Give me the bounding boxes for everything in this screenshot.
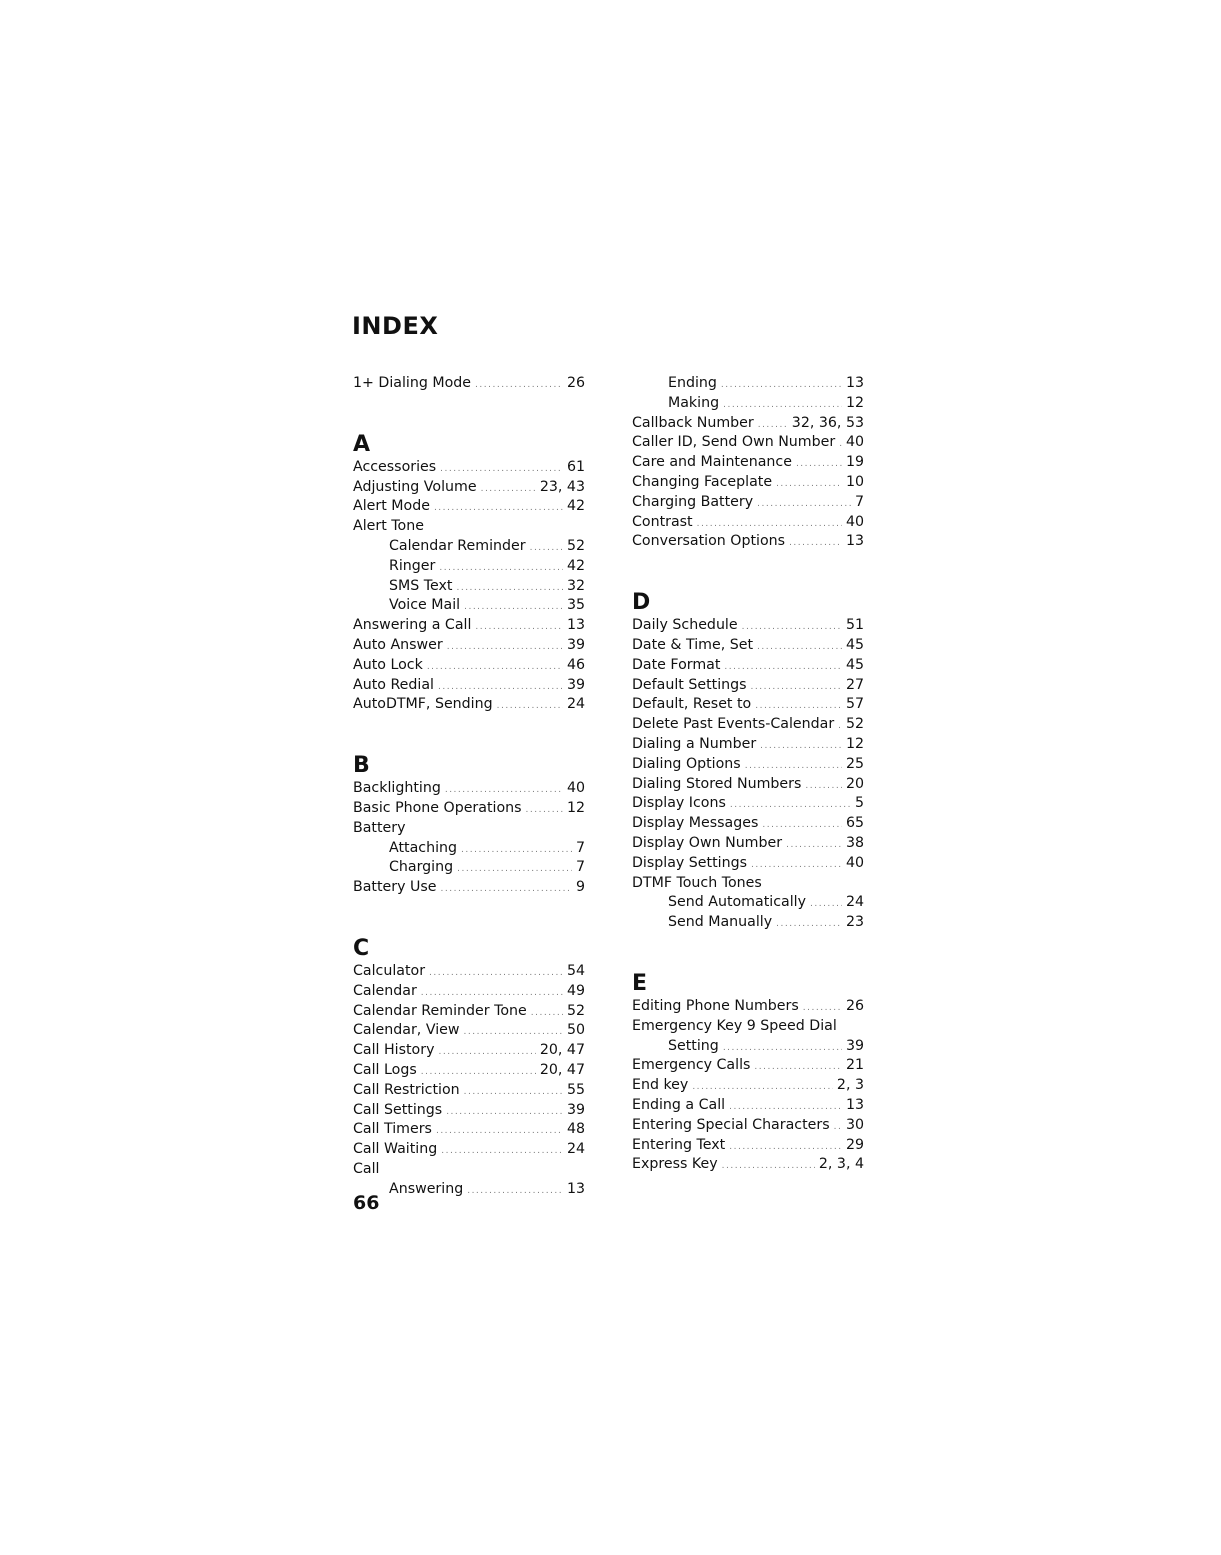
entry-label: Emergency Calls: [632, 1057, 751, 1074]
index-entry: [353, 616, 585, 636]
entry-label: Entering Text: [632, 1136, 726, 1153]
entry-pages: 50: [566, 1022, 585, 1039]
leader-dots: [447, 638, 563, 658]
entry-pages: 30: [845, 1116, 864, 1133]
entry-label: Basic Phone Operations: [353, 799, 522, 816]
entry-label: Charging Battery: [632, 493, 754, 510]
entry-label: Call History: [353, 1042, 435, 1059]
index-entry: [632, 715, 864, 735]
entry-label: Default Settings: [632, 676, 747, 693]
index-entry: [353, 1061, 585, 1081]
entry-pages: 24: [566, 696, 585, 713]
index-entry: [353, 656, 585, 676]
entry-label: Ringer: [389, 557, 436, 574]
section-letter: B: [353, 753, 370, 779]
entry-label: Call Logs: [353, 1061, 417, 1078]
entry-pages: 23: [845, 914, 864, 931]
entry-pages: 25: [845, 755, 864, 772]
index-entry: [353, 1002, 585, 1022]
entry-pages: 39: [845, 1037, 864, 1054]
index-entry: [632, 695, 864, 715]
leader-dots: [497, 697, 563, 717]
entry-pages: 42: [566, 557, 585, 574]
index-entry: [632, 676, 864, 696]
index-entry: [632, 493, 864, 513]
index-column-right: [632, 374, 864, 1175]
entry-pages: 26: [845, 997, 864, 1014]
leader-dots: [441, 1142, 563, 1162]
entry-pages: 24: [845, 894, 864, 911]
entry-pages: 38: [845, 834, 864, 851]
leader-dots: [721, 376, 842, 396]
section-gap: [353, 898, 585, 918]
leader-dots: [439, 559, 563, 579]
index-entry: [632, 453, 864, 473]
entry-label: SMS Text: [389, 577, 453, 594]
entry-label: Alert Mode: [353, 498, 430, 515]
index-entry: [632, 834, 864, 854]
index-entry: [632, 532, 864, 552]
leader-dots: [757, 638, 842, 658]
entry-label: Send Automatically: [668, 894, 806, 911]
entry-label: Setting: [668, 1037, 719, 1054]
leader-dots: [789, 534, 842, 554]
entry-pages: 24: [566, 1141, 585, 1158]
entry-pages: 65: [845, 815, 864, 832]
index-heading: [632, 1017, 864, 1037]
index-entry: [632, 854, 864, 874]
entry-label: Backlighting: [353, 780, 441, 797]
leader-dots: [475, 376, 563, 396]
entry-label: Emergency Key 9 Speed Dial: [632, 1017, 837, 1034]
entry-label: Delete Past Events-Calendar: [632, 716, 835, 733]
entry-pages: 32: [566, 577, 585, 594]
entry-pages: 52: [566, 1002, 585, 1019]
entry-label: Entering Special Characters: [632, 1116, 830, 1133]
entry-pages: 39: [566, 676, 585, 693]
entry-pages: 32, 36, 53: [791, 414, 864, 431]
leader-dots: [786, 836, 842, 856]
entry-pages: 29: [845, 1136, 864, 1153]
leader-dots: [436, 1122, 563, 1142]
index-entry: [353, 1021, 585, 1041]
entry-label: Accessories: [353, 458, 437, 475]
entry-pages: 57: [845, 696, 864, 713]
index-entry: [353, 374, 585, 394]
entry-label: Attaching: [389, 839, 458, 856]
index-subentry: [353, 577, 585, 597]
entry-pages: 21: [845, 1057, 864, 1074]
leader-dots: [796, 455, 842, 475]
entry-label: Display Own Number: [632, 834, 783, 851]
leader-dots: [429, 964, 563, 984]
index-entry: [353, 676, 585, 696]
entry-pages: 42: [566, 498, 585, 515]
leader-dots: [434, 499, 563, 519]
leader-dots: [456, 579, 562, 599]
index-subentry: [353, 596, 585, 616]
leader-dots: [776, 915, 842, 935]
entry-label: Battery: [353, 819, 406, 836]
leader-dots: [457, 860, 572, 880]
entry-pages: 7: [575, 859, 585, 876]
entry-label: Call: [353, 1160, 380, 1177]
leader-dots: [467, 1182, 563, 1202]
index-entry: [353, 497, 585, 517]
index-heading: [353, 819, 585, 839]
index-column-left: [353, 374, 585, 1200]
entry-pages: 20, 47: [539, 1042, 585, 1059]
leader-dots: [481, 480, 536, 500]
entry-label: Calendar, View: [353, 1022, 460, 1039]
section-letter: A: [353, 431, 371, 457]
index-entry: [632, 1076, 864, 1096]
entry-label: Changing Faceplate: [632, 473, 773, 490]
index-entry: [632, 1136, 864, 1156]
index-subentry: [632, 374, 864, 394]
leader-dots: [834, 1118, 842, 1138]
entry-pages: 40: [845, 513, 864, 530]
entry-pages: 40: [566, 780, 585, 797]
leader-dots: [838, 717, 842, 737]
entry-pages: 27: [845, 676, 864, 693]
entry-pages: 52: [845, 716, 864, 733]
entry-label: Send Manually: [668, 914, 773, 931]
entry-pages: 52: [566, 537, 585, 554]
entry-label: Default, Reset to: [632, 696, 752, 713]
leader-dots: [464, 598, 563, 618]
index-entry: [632, 616, 864, 636]
entry-label: Callback Number: [632, 414, 754, 431]
entry-label: Battery Use: [353, 879, 437, 896]
section-gap: [632, 933, 864, 953]
entry-label: DTMF Touch Tones: [632, 874, 762, 891]
entry-label: AutoDTMF, Sending: [353, 696, 493, 713]
entry-pages: 7: [575, 839, 585, 856]
index-entry: [353, 695, 585, 715]
entry-label: Voice Mail: [389, 597, 461, 614]
index-subentry: [353, 557, 585, 577]
entry-label: Date Format: [632, 656, 721, 673]
index-entry: [632, 1155, 864, 1175]
leader-dots: [531, 1004, 563, 1024]
entry-label: Call Restriction: [353, 1081, 460, 1098]
index-heading: [353, 1160, 585, 1180]
entry-label: Calculator: [353, 962, 426, 979]
index-entry: [353, 1140, 585, 1160]
leader-dots: [446, 1103, 563, 1123]
index-entry: [353, 779, 585, 799]
entry-pages: 49: [566, 982, 585, 999]
entry-label: Display Icons: [632, 795, 726, 812]
section-letter: E: [632, 970, 648, 996]
index-entry: [632, 433, 864, 453]
entry-pages: 45: [845, 636, 864, 653]
entry-pages: 2, 3, 4: [818, 1156, 864, 1173]
index-subentry: [353, 1180, 585, 1200]
section-gap: [353, 394, 585, 414]
index-entry: [353, 458, 585, 478]
index-entry: [632, 414, 864, 434]
index-subentry: [632, 394, 864, 414]
entry-label: Adjusting Volume: [353, 478, 477, 495]
index-subentry: [353, 858, 585, 878]
index-entry: [353, 1081, 585, 1101]
index-entry: [632, 997, 864, 1017]
entry-pages: 61: [566, 458, 585, 475]
entry-pages: 13: [566, 1180, 585, 1197]
entry-label: Auto Answer: [353, 636, 443, 653]
entry-pages: 13: [566, 617, 585, 634]
index-subentry: [353, 537, 585, 557]
index-entry: [632, 735, 864, 755]
section-gap: [632, 552, 864, 572]
entry-label: Calendar: [353, 982, 417, 999]
index-entry: [632, 656, 864, 676]
entry-pages: 13: [845, 375, 864, 391]
index-subentry: [632, 913, 864, 933]
entry-pages: 51: [845, 617, 864, 634]
entry-label: Call Timers: [353, 1121, 432, 1138]
index-entry: [353, 478, 585, 498]
entry-pages: 7: [854, 493, 864, 510]
leader-dots: [475, 618, 563, 638]
entry-pages: 26: [566, 375, 585, 391]
entry-pages: 23, 43: [539, 478, 585, 495]
entry-label: Calendar Reminder: [389, 537, 526, 554]
entry-label: Auto Lock: [353, 656, 423, 673]
entry-pages: 54: [566, 962, 585, 979]
page-number: 66: [353, 1192, 380, 1214]
entry-label: Display Settings: [632, 854, 747, 871]
leader-dots: [839, 435, 842, 455]
entry-pages: 35: [566, 597, 585, 614]
entry-label: Ending a Call: [632, 1096, 726, 1113]
entry-label: Auto Redial: [353, 676, 434, 693]
section-gap: [353, 715, 585, 735]
entry-label: Making: [668, 394, 720, 411]
page-title: INDEX: [352, 312, 439, 340]
leader-dots: [526, 801, 563, 821]
leader-dots: [441, 880, 572, 900]
entry-label: Dialing a Number: [632, 735, 757, 752]
index-entry: [632, 1056, 864, 1076]
entry-pages: 13: [845, 1096, 864, 1113]
entry-label: Display Messages: [632, 815, 759, 832]
entry-pages: 10: [845, 473, 864, 490]
entry-pages: 20, 47: [539, 1061, 585, 1078]
leader-dots: [751, 856, 842, 876]
leader-dots: [464, 1083, 563, 1103]
entry-label: Dialing Stored Numbers: [632, 775, 802, 792]
index-heading: [632, 874, 864, 894]
entry-label: Ending: [668, 375, 717, 391]
entry-label: Alert Tone: [353, 518, 424, 535]
index-entry: [632, 814, 864, 834]
entry-pages: 12: [845, 735, 864, 752]
index-entry: [353, 1041, 585, 1061]
entry-pages: 40: [845, 854, 864, 871]
entry-pages: 13: [845, 533, 864, 550]
entry-label: End key: [632, 1077, 689, 1094]
entry-pages: 2, 3: [836, 1077, 864, 1094]
entry-pages: 9: [575, 879, 585, 896]
entry-label: Calendar Reminder Tone: [353, 1002, 527, 1019]
leader-dots: [754, 1058, 842, 1078]
entry-pages: 40: [845, 434, 864, 451]
entry-pages: 12: [845, 394, 864, 411]
leader-dots: [805, 777, 842, 797]
index-entry: [353, 982, 585, 1002]
entry-label: 1+ Dialing Mode: [353, 375, 472, 391]
entry-label: Care and Maintenance: [632, 454, 792, 471]
entry-label: Editing Phone Numbers: [632, 997, 799, 1014]
entry-label: Call Waiting: [353, 1141, 438, 1158]
leader-dots: [722, 1157, 815, 1177]
section-letter: C: [353, 935, 370, 961]
entry-label: Caller ID, Send Own Number: [632, 434, 836, 451]
index-entry: [353, 1120, 585, 1140]
entry-pages: 55: [566, 1081, 585, 1098]
entry-pages: 39: [566, 1101, 585, 1118]
leader-dots: [810, 895, 842, 915]
leader-dots: [530, 539, 563, 559]
leader-dots: [427, 658, 563, 678]
index-subentry: [632, 893, 864, 913]
index-entry: [632, 775, 864, 795]
index-entry: [353, 962, 585, 982]
index-entry: [632, 636, 864, 656]
index-heading: [353, 517, 585, 537]
entry-label: Call Settings: [353, 1101, 443, 1118]
index-entry: [353, 636, 585, 656]
index-entry: [632, 755, 864, 775]
index-subentry: [353, 839, 585, 859]
index-entry: [632, 794, 864, 814]
entry-label: Answering: [389, 1180, 464, 1197]
index-entry: [353, 878, 585, 898]
index-entry: [632, 1096, 864, 1116]
entry-label: Contrast: [632, 513, 693, 530]
entry-pages: 39: [566, 636, 585, 653]
leader-dots: [751, 678, 842, 698]
leader-dots: [438, 1043, 535, 1063]
leader-dots: [742, 618, 842, 638]
index-entry: [632, 473, 864, 493]
leader-dots: [461, 841, 572, 861]
entry-pages: 45: [845, 656, 864, 673]
leader-dots: [757, 495, 851, 515]
entry-pages: 46: [566, 656, 585, 673]
section-letter: D: [632, 590, 651, 616]
entry-label: Charging: [389, 859, 454, 876]
entry-pages: 48: [566, 1121, 585, 1138]
entry-pages: 5: [854, 795, 864, 812]
entry-pages: 20: [845, 775, 864, 792]
entry-label: Conversation Options: [632, 533, 786, 550]
entry-pages: 12: [566, 799, 585, 816]
index-subentry: [632, 1037, 864, 1057]
entry-label: Answering a Call: [353, 617, 472, 634]
index-entry: [632, 513, 864, 533]
entry-label: Daily Schedule: [632, 617, 738, 634]
leader-dots: [760, 737, 842, 757]
entry-label: Date & Time, Set: [632, 636, 754, 653]
index-entry: [353, 1101, 585, 1121]
index-entry: [353, 799, 585, 819]
entry-pages: 19: [845, 454, 864, 471]
index-entry: [632, 1116, 864, 1136]
leader-dots: [776, 475, 842, 495]
entry-label: Dialing Options: [632, 755, 741, 772]
entry-label: Express Key: [632, 1156, 718, 1173]
